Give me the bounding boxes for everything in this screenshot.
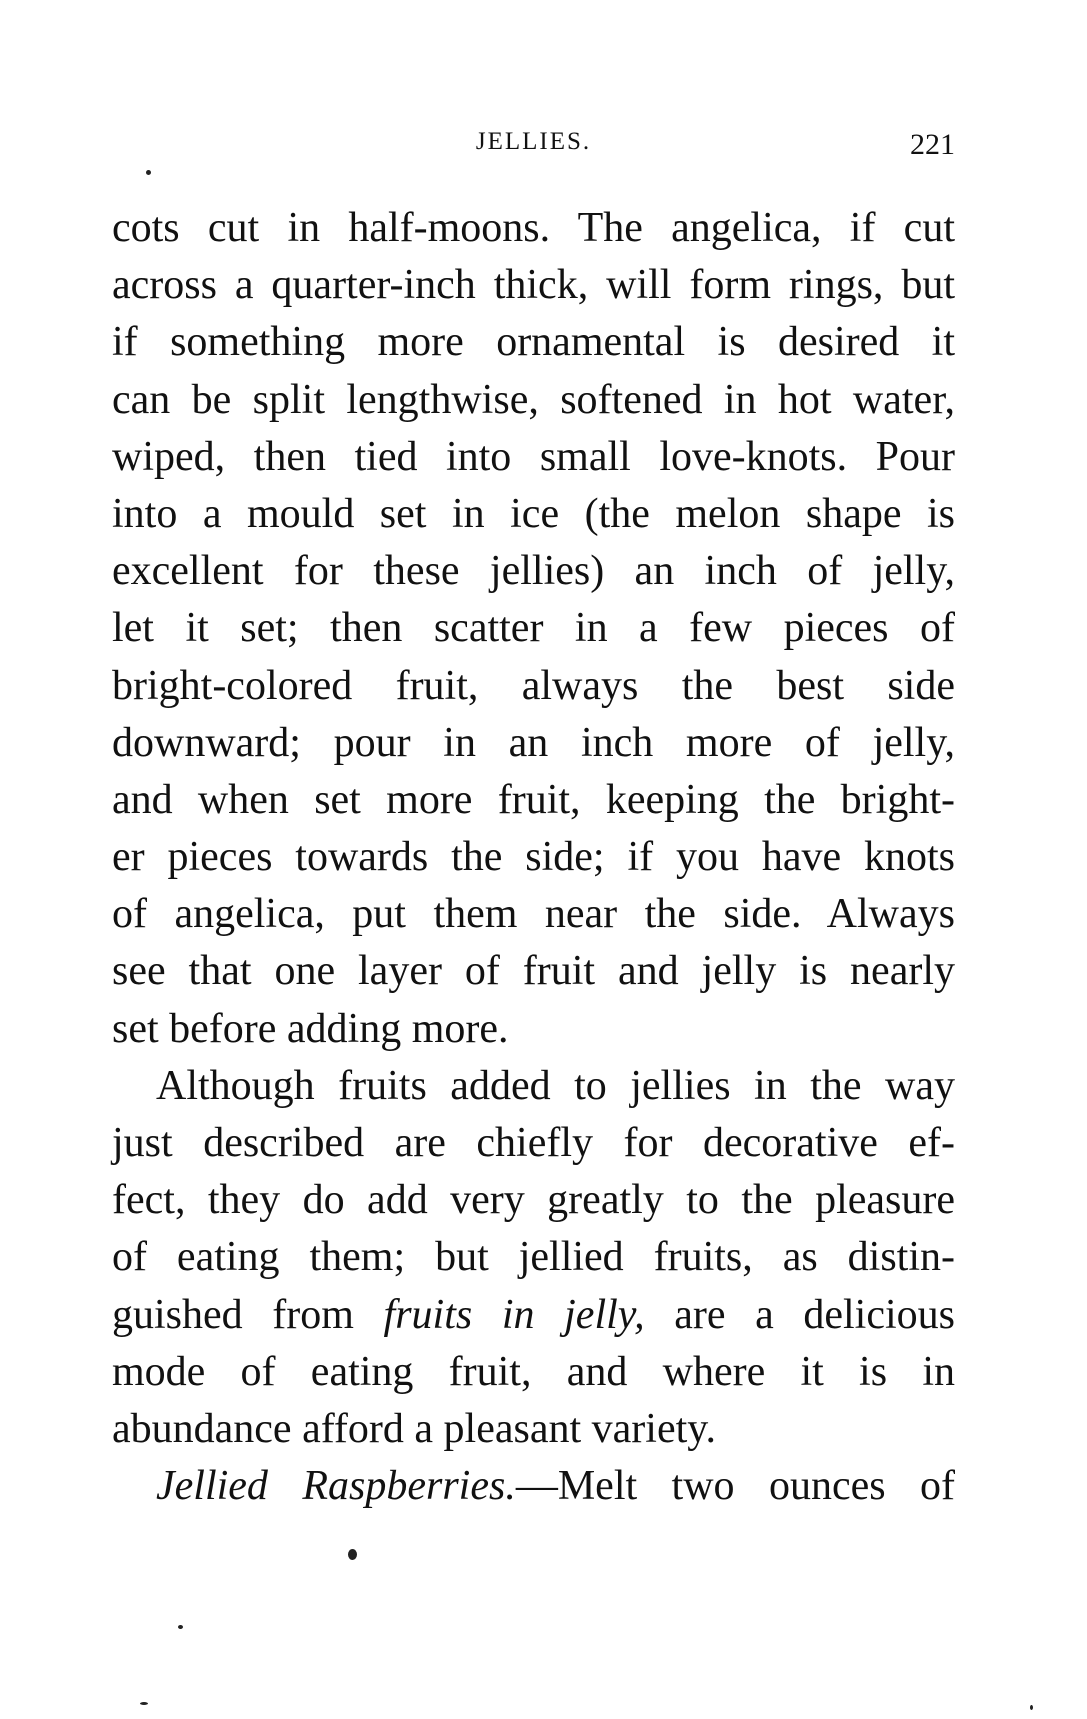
scan-speck [178,1625,183,1629]
scan-speck [140,1702,148,1705]
text-line: er pieces towards the side; if you have knots [112,834,955,881]
text-line: bright-colored fruit, always the best side [112,662,955,709]
text-line: into a mould set in ice (the melon shape is [112,490,955,537]
text-line: of eating them; but jellied fruits, as distin- [112,1234,955,1281]
text-line: let it set; then scatter in a few pieces of [112,605,955,652]
recipe-heading-line [112,1458,955,1515]
text-line: of angelica, put them near the side. Always [112,891,955,938]
text-line: excellent for these jellies) an inch of jelly, [112,548,955,595]
recipe-title: Jellied Raspberries. [156,1463,516,1510]
scan-speck [348,1549,357,1560]
italic-phrase: fruits in jelly, [383,1291,645,1338]
text-line: can be split lengthwise, softened in hot water, [112,376,955,423]
running-title: JELLIES. [475,128,592,155]
text-line: set before adding more. [112,1005,509,1052]
text-line: fect, they do add very greatly to the pleasure [112,1177,955,1224]
running-header [112,128,955,168]
text-segment: guished from [112,1291,384,1338]
page-number: 221 [910,128,955,161]
text-line: across a quarter-inch thick, will form rings, but [112,262,955,309]
text-segment: are a delicious [644,1291,956,1338]
text-line: wiped, then tied into small love-knots. Pour [112,433,955,480]
body-text [112,200,955,1515]
text-line: abundance afford a pleasant variety. [112,1405,717,1452]
text-line: and when set more fruit, keeping the bright- [112,776,955,823]
text-line: mode of eating fruit, and where it is in [112,1348,955,1395]
text-line: see that one layer of fruit and jelly is nearly [112,948,955,995]
scan-speck [146,170,151,175]
text-segment: —Melt two ounces of [515,1463,955,1510]
paragraph-1 [112,200,955,1058]
text-line: cots cut in half-moons. The angelica, if cut [112,205,955,251]
scan-speck [1030,1705,1033,1710]
text-line: downward; pour in an inch more of jelly, [112,719,955,766]
paragraph-3 [112,1458,955,1515]
text-line: if something more ornamental is desired it [112,319,955,366]
text-line: just described are chiefly for decorative ef- [112,1120,955,1166]
paragraph-2 [112,1058,955,1458]
text-line-mixed [112,1287,955,1344]
text-line: Although fruits added to jellies in the way [156,1062,955,1109]
